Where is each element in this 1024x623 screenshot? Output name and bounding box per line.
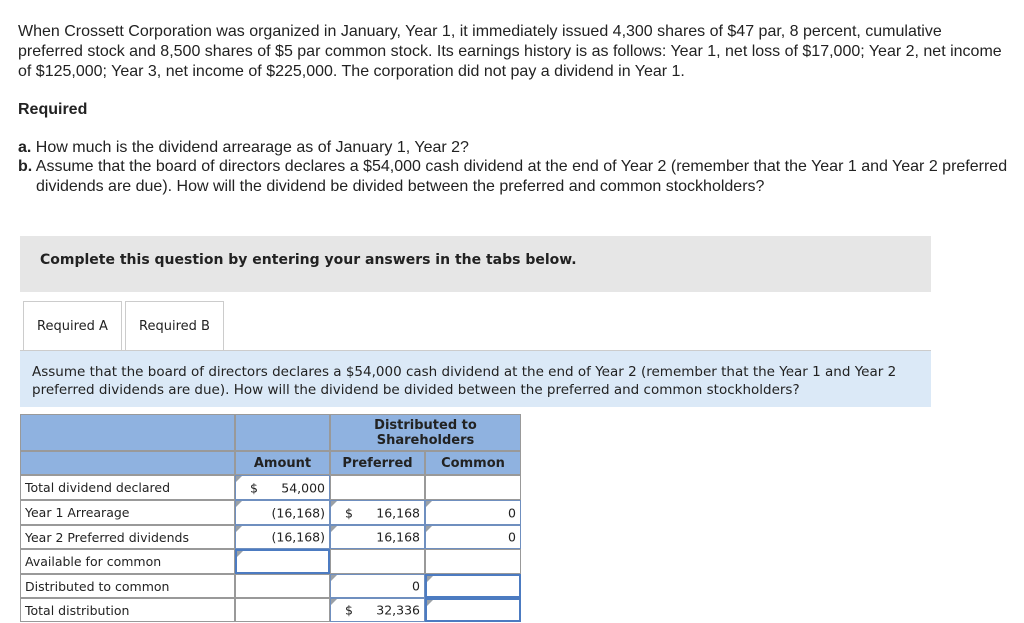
input-marker-icon: [427, 600, 433, 606]
row-label-year1-arrearage: Year 1 Arrearage: [20, 500, 235, 525]
instruction-banner: [20, 236, 931, 292]
input-marker-icon: [426, 501, 432, 507]
row-label-distributed-to-common: Distributed to common: [20, 574, 235, 598]
row-label-total-dividend-declared: Total dividend declared: [20, 475, 235, 500]
input-common-year2[interactable]: [425, 525, 521, 549]
preferred-value: 32,336: [376, 602, 420, 618]
input-marker-icon: [236, 526, 242, 532]
input-preferred-year1-arrearage[interactable]: [330, 500, 425, 525]
cell-amount-distributed: [235, 574, 330, 598]
banner-text: Complete this question by entering your answers in the tabs below.: [40, 252, 577, 268]
common-value: 0: [508, 505, 516, 520]
cell-common-total-declared: [425, 475, 521, 500]
required-item-b: [18, 157, 1008, 197]
row-label-available-for-common: Available for common: [20, 549, 235, 574]
input-marker-icon: [426, 526, 432, 532]
input-amount-available-for-common[interactable]: [235, 549, 330, 574]
input-marker-icon: [331, 575, 337, 581]
input-marker-icon: [331, 599, 337, 605]
dollar-sign: $: [250, 480, 258, 495]
cell-preferred-available: [330, 549, 425, 574]
preferred-value: 16,168: [376, 529, 420, 545]
header-amount: Amount: [235, 451, 330, 475]
tab-instruction-panel: [20, 351, 931, 407]
input-amount-total-declared[interactable]: [235, 475, 330, 500]
tab-instruction-text: Assume that the board of directors declares a $54,000 cash dividend at the end of Year 2 (remember that the Year 1 and Year 2 preferred dividends are due). How will the dividend be divided between the preferred and common stockholders?: [32, 364, 897, 398]
item-a-text: How much is the dividend arrearage as of January 1, Year 2?: [31, 139, 469, 156]
header-common: Common: [425, 451, 521, 475]
input-preferred-year2[interactable]: [330, 525, 425, 549]
tab-required-a[interactable]: Required A: [23, 301, 122, 351]
header-blank-label-top: [20, 414, 235, 451]
required-item-a: [18, 138, 1008, 158]
header-preferred: Preferred: [330, 451, 425, 475]
preferred-value: 16,168: [376, 505, 420, 520]
dividend-distribution-table: [20, 414, 521, 622]
amount-value: (16,168): [271, 505, 325, 520]
input-marker-icon: [331, 526, 337, 532]
header-blank-label: [20, 451, 235, 475]
input-marker-icon: [427, 576, 433, 582]
item-b-label: b.: [18, 158, 33, 175]
amount-value: 54,000: [281, 480, 325, 495]
input-preferred-distributed-to-common[interactable]: [330, 574, 425, 598]
header-distributed-to-shareholders: Distributed to Shareholders: [330, 414, 521, 451]
dollar-sign: $: [345, 602, 353, 618]
row-label-total-distribution: Total distribution: [20, 598, 235, 622]
input-common-distributed-to-common[interactable]: [425, 574, 521, 598]
item-b-text: Assume that the board of directors declares a $54,000 cash dividend at the end of Year 2 (remember that the Year 1 and Year 2 preferred dividends are due). How will the dividend be divided between the preferred and common stockholders?: [32, 158, 1008, 195]
row-label-year2-preferred-dividends: Year 2 Preferred dividends: [20, 525, 235, 549]
input-amount-year1-arrearage[interactable]: [235, 500, 330, 525]
input-marker-icon: [331, 501, 337, 507]
cell-common-available: [425, 549, 521, 574]
required-heading: Required: [18, 101, 88, 118]
common-value: 0: [508, 529, 516, 545]
input-marker-icon: [236, 501, 242, 507]
cell-preferred-total-declared: [330, 475, 425, 500]
input-common-total-distribution[interactable]: [425, 598, 521, 622]
amount-value: (16,168): [271, 529, 325, 545]
tab-required-b[interactable]: Required B: [125, 301, 224, 351]
input-preferred-total-distribution[interactable]: [330, 598, 425, 622]
item-a-label: a.: [18, 139, 32, 156]
header-blank-amount-top: [235, 414, 330, 451]
input-marker-icon: [237, 551, 243, 557]
dollar-sign: $: [345, 505, 353, 520]
question-paragraph: When Crossett Corporation was organized in January, Year 1, it immediately issued 4,300 shares of $47 par, 8 percent, cumulative preferred stock and 8,500 shares of $5 par common stock. Its earnings history is as follows: Year 1, net loss of $17,000; Year 2, net income of $125,000; Year 3, net income of $225,000. The corporation did not pay a dividend in Year 1.: [18, 23, 1002, 80]
input-amount-year2-preferred[interactable]: [235, 525, 330, 549]
preferred-value: 0: [412, 578, 420, 594]
input-marker-icon: [236, 476, 242, 482]
input-common-year1-arrearage[interactable]: [425, 500, 521, 525]
cell-amount-total-distribution: [235, 598, 330, 622]
